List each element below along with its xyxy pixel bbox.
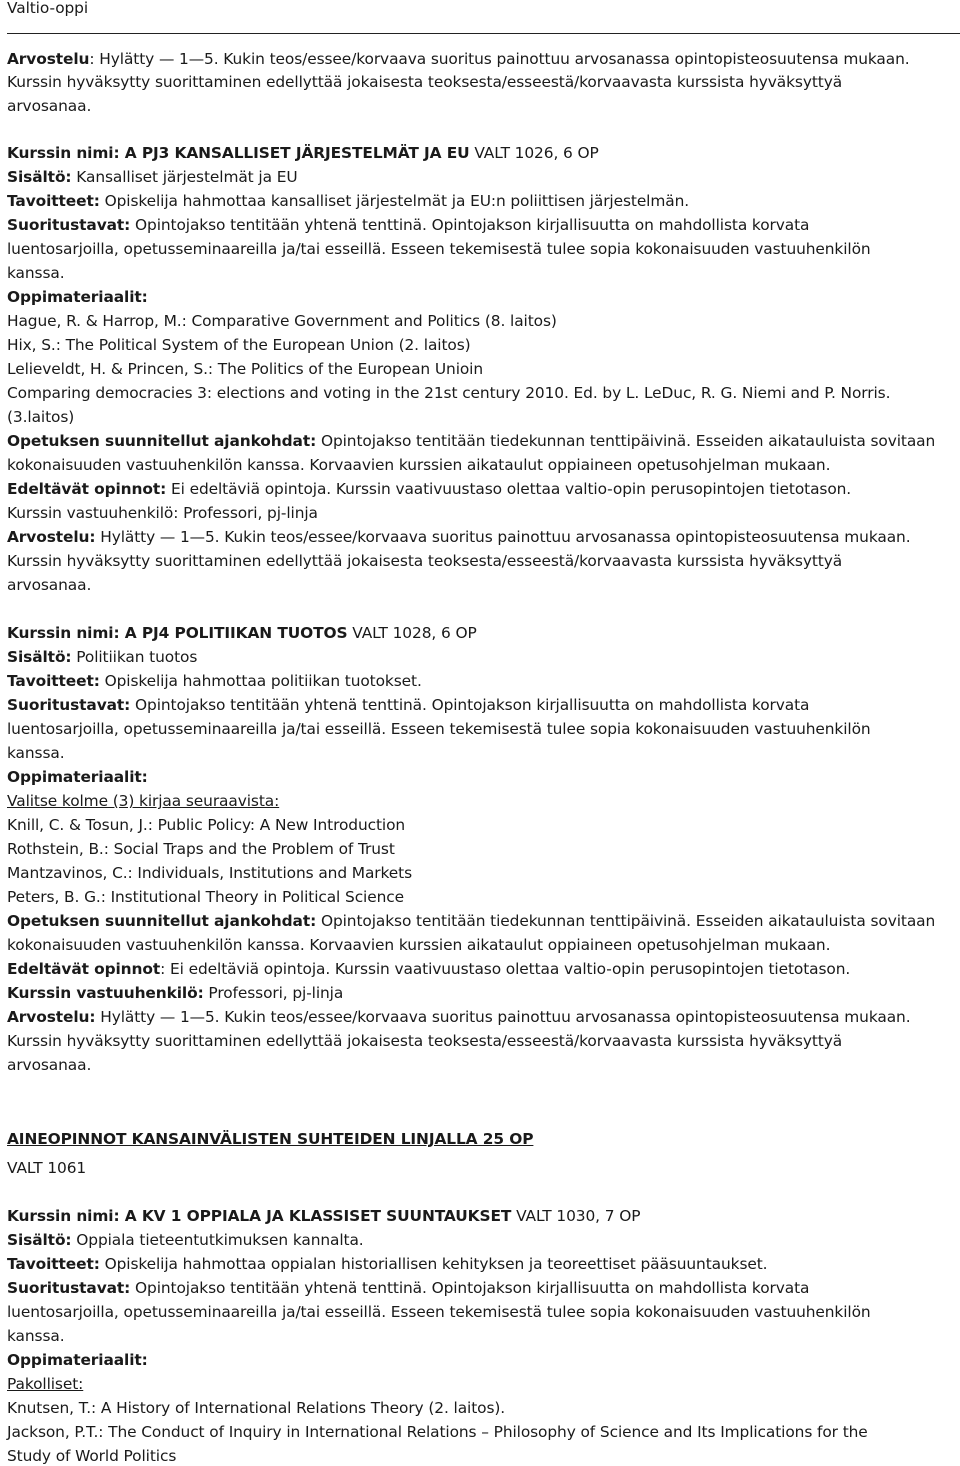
methods-text-2: luentosarjoilla, opetusseminaareilla ja/tai esseillä. Esseen tekemisestä tulee sopia kokonaisuuden vastuuhenkilön bbox=[7, 240, 871, 258]
prereq-label: Edeltävät opinnot: bbox=[7, 480, 167, 498]
prereq-line bbox=[7, 959, 850, 979]
goals-text: Opiskelija hahmottaa oppialan historiallisen kehityksen ja teoreettiset pääsuuntaukset. bbox=[99, 1255, 768, 1273]
goals-label: Tavoitteet: bbox=[7, 1255, 100, 1273]
content-text: Kansalliset järjestelmät ja EU bbox=[71, 168, 298, 186]
schedule-text: Opintojakso tentitään tiedekunnan tenttipäivinä. Esseiden aikatauluista sovitaan bbox=[316, 432, 936, 450]
book-item: Hague, R. & Harrop, M.: Comparative Government and Politics (8. laitos) bbox=[7, 312, 557, 330]
book-item: Hix, S.: The Political System of the European Union (2. laitos) bbox=[7, 336, 471, 354]
goals-label: Tavoitteet: bbox=[7, 192, 100, 210]
methods-text-3: kanssa. bbox=[7, 1327, 65, 1345]
book-item: Mantzavinos, C.: Individuals, Institutions and Markets bbox=[7, 864, 413, 882]
schedule-line bbox=[7, 431, 935, 451]
course-name: Kurssin nimi: A PJ4 POLITIIKAN TUOTOS bbox=[7, 624, 348, 642]
goals-line bbox=[7, 191, 689, 211]
prereq-line bbox=[7, 479, 851, 499]
methods-text: Opintojakso tentitään yhtenä tenttinä. Opintojakson kirjallisuutta on mahdollista korvata bbox=[130, 216, 810, 234]
methods-label: Suoritustavat: bbox=[7, 696, 131, 714]
book-item: Study of World Politics bbox=[7, 1447, 177, 1465]
goals-line bbox=[7, 671, 422, 691]
responsible-line: Kurssin vastuuhenkilö: Professori, pj-linja bbox=[7, 504, 318, 522]
page-title: Valtio-oppi bbox=[7, 0, 89, 17]
grading-text-3: arvosanaa. bbox=[7, 576, 92, 594]
course-title-kv1 bbox=[7, 1206, 640, 1226]
grading-text-2: Kurssin hyväksytty suorittaminen edellyttää jokaisesta teoksesta/esseestä/korvaavasta kurssista hyväksyttyä bbox=[7, 1032, 843, 1050]
responsible-line bbox=[7, 983, 343, 1003]
prereq-text: Ei edeltäviä opintoja. Kurssin vaativuustaso olettaa valtio-opin perusopintojen tietotason. bbox=[166, 480, 852, 498]
methods-label: Suoritustavat: bbox=[7, 216, 131, 234]
responsible-label: Kurssin vastuuhenkilö: bbox=[7, 984, 204, 1002]
book-item: Peters, B. G.: Institutional Theory in Political Science bbox=[7, 888, 404, 906]
book-item: (3.laitos) bbox=[7, 408, 75, 426]
content-text: Oppiala tieteentutkimuksen kannalta. bbox=[71, 1231, 364, 1249]
choose-instruction: Valitse kolme (3) kirjaa seuraavista: bbox=[7, 792, 280, 810]
grading-text: Hylätty — 1—5. Kukin teos/essee/korvaava suoritus painottuu arvosanassa opintopisteosuutensa mukaan. bbox=[95, 1008, 911, 1026]
grading-line bbox=[7, 527, 911, 547]
grading-line bbox=[7, 49, 910, 69]
book-item: Knill, C. & Tosun, J.: Public Policy: A New Introduction bbox=[7, 816, 406, 834]
grading-text-3: arvosanaa. bbox=[7, 1056, 92, 1074]
section-code: VALT 1061 bbox=[7, 1159, 87, 1177]
schedule-line bbox=[7, 911, 935, 931]
schedule-label: Opetuksen suunnitellut ajankohdat: bbox=[7, 912, 317, 930]
schedule-text-2: kokonaisuuden vastuuhenkilön kanssa. Korvaavien kurssien aikataulut oppiaineen opetusohjelman mukaan. bbox=[7, 456, 831, 474]
grading-label: Arvostelu: bbox=[7, 528, 96, 546]
responsible-text: Professori, pj-linja bbox=[203, 984, 344, 1002]
methods-line bbox=[7, 695, 809, 715]
methods-label: Suoritustavat: bbox=[7, 1279, 131, 1297]
materials-label: Oppimateriaalit: bbox=[7, 288, 148, 306]
grading-text: Hylätty — 1—5. Kukin teos/essee/korvaava suoritus painottuu arvosanassa opintopisteosuutensa mukaan. bbox=[95, 528, 911, 546]
content-line bbox=[7, 647, 197, 667]
methods-text: Opintojakso tentitään yhtenä tenttinä. Opintojakson kirjallisuutta on mahdollista korvata bbox=[130, 1279, 810, 1297]
materials-label: Oppimateriaalit: bbox=[7, 1351, 148, 1369]
content-text: Politiikan tuotos bbox=[71, 648, 198, 666]
course-title-pj4 bbox=[7, 623, 477, 643]
course-name: Kurssin nimi: A KV 1 OPPIALA JA KLASSISET SUUNTAUKSET bbox=[7, 1207, 512, 1225]
schedule-text: Opintojakso tentitään tiedekunnan tenttipäivinä. Esseiden aikatauluista sovitaan bbox=[316, 912, 936, 930]
schedule-text-2: kokonaisuuden vastuuhenkilön kanssa. Korvaavien kurssien aikataulut oppiaineen opetusohjelman mukaan. bbox=[7, 936, 831, 954]
section-heading: AINEOPINNOT KANSAINVÄLISTEN SUHTEIDEN LINJALLA 25 OP bbox=[7, 1130, 534, 1148]
course-code: VALT 1030, 7 OP bbox=[511, 1207, 641, 1225]
goals-text: Opiskelija hahmottaa politiikan tuotokset. bbox=[99, 672, 422, 690]
book-item: Rothstein, B.: Social Traps and the Problem of Trust bbox=[7, 840, 395, 858]
prereq-text: : Ei edeltäviä opintoja. Kurssin vaativuustaso olettaa valtio-opin perusopintojen tietotason. bbox=[160, 960, 851, 978]
content-label: Sisältö: bbox=[7, 1231, 72, 1249]
materials-label: Oppimateriaalit: bbox=[7, 768, 148, 786]
grading-label: Arvostelu: bbox=[7, 1008, 96, 1026]
content-line bbox=[7, 1230, 364, 1250]
course-name: Kurssin nimi: A PJ3 KANSALLISET JÄRJESTELMÄT JA EU bbox=[7, 144, 470, 162]
course-code: VALT 1026, 6 OP bbox=[469, 144, 599, 162]
course-title-pj3 bbox=[7, 143, 599, 163]
book-item: Comparing democracies 3: elections and voting in the 21st century 2010. Ed. by L. LeDuc, R. G. Niemi and P. Norris. bbox=[7, 384, 891, 402]
grading-text-3: arvosanaa. bbox=[7, 97, 92, 115]
grading-text-2: Kurssin hyväksytty suorittaminen edellyttää jokaisesta teoksesta/esseestä/korvaavasta kurssista hyväksyttyä bbox=[7, 73, 843, 91]
content-line bbox=[7, 167, 297, 187]
methods-text-3: kanssa. bbox=[7, 264, 65, 282]
methods-line bbox=[7, 215, 809, 235]
book-item: Knutsen, T.: A History of International Relations Theory (2. laitos). bbox=[7, 1399, 506, 1417]
required-label: Pakolliset: bbox=[7, 1375, 84, 1393]
methods-text: Opintojakso tentitään yhtenä tenttinä. Opintojakson kirjallisuutta on mahdollista korvata bbox=[130, 696, 810, 714]
methods-text-2: luentosarjoilla, opetusseminaareilla ja/tai esseillä. Esseen tekemisestä tulee sopia kokonaisuuden vastuuhenkilön bbox=[7, 1303, 871, 1321]
grading-line bbox=[7, 1007, 911, 1027]
methods-line bbox=[7, 1278, 809, 1298]
methods-text-2: luentosarjoilla, opetusseminaareilla ja/tai esseillä. Esseen tekemisestä tulee sopia kokonaisuuden vastuuhenkilön bbox=[7, 720, 871, 738]
book-item: Lelieveldt, H. & Princen, S.: The Politics of the European Unioin bbox=[7, 360, 484, 378]
grading-text-2: Kurssin hyväksytty suorittaminen edellyttää jokaisesta teoksesta/esseestä/korvaavasta kurssista hyväksyttyä bbox=[7, 552, 843, 570]
course-code: VALT 1028, 6 OP bbox=[347, 624, 477, 642]
grading-text: : Hylätty — 1—5. Kukin teos/essee/korvaava suoritus painottuu arvosanassa opintopisteosuutensa mukaan. bbox=[89, 50, 910, 68]
prereq-label: Edeltävät opinnot bbox=[7, 960, 161, 978]
content-label: Sisältö: bbox=[7, 168, 72, 186]
header-divider bbox=[7, 33, 960, 34]
goals-text: Opiskelija hahmottaa kansalliset järjestelmät ja EU:n poliittisen järjestelmän. bbox=[99, 192, 690, 210]
goals-label: Tavoitteet: bbox=[7, 672, 100, 690]
content-label: Sisältö: bbox=[7, 648, 72, 666]
book-item: Jackson, P.T.: The Conduct of Inquiry in International Relations – Philosophy of Science and Its Implications for the bbox=[7, 1423, 868, 1441]
methods-text-3: kanssa. bbox=[7, 744, 65, 762]
goals-line bbox=[7, 1254, 767, 1274]
grading-label: Arvostelu bbox=[7, 50, 90, 68]
schedule-label: Opetuksen suunnitellut ajankohdat: bbox=[7, 432, 317, 450]
